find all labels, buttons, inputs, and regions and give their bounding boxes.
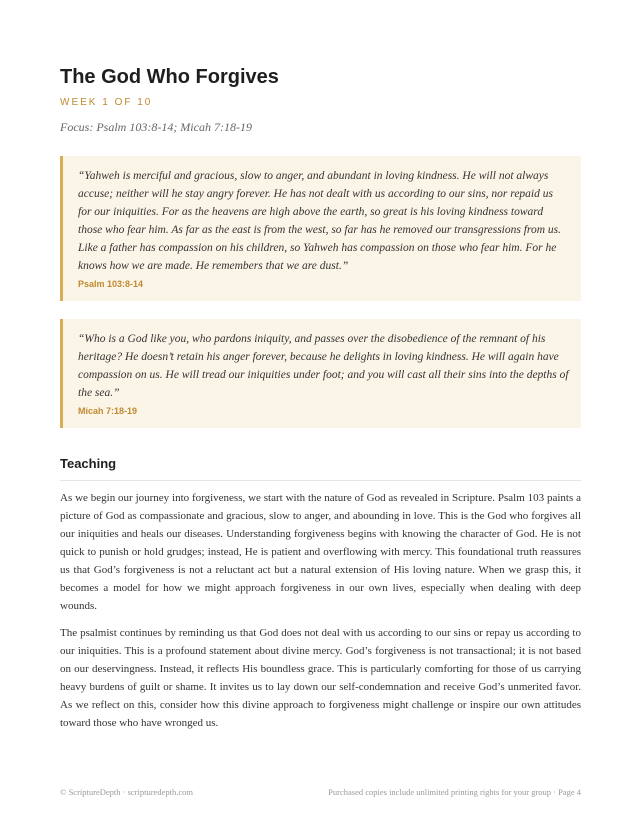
quote-text: “Who is a God like you, who pardons iniquity, and passes over the disobedience of the remnant of his heritage? He doesn’t retain his anger forever, because he delights in loving kindness. He will again have compassion on us. He will tread our iniquities under foot; and you will cast all their sins into the depths of the sea.”: [78, 333, 569, 399]
week-label: WEEK 1 OF 10: [60, 97, 153, 108]
footer-copyright: © ScriptureDepth · scripturedepth.com: [60, 787, 193, 797]
footer-page-info: Purchased copies include unlimited printing rights for your group · Page 4: [328, 787, 581, 797]
quote-reference: Psalm 103:8-14: [78, 279, 144, 289]
scripture-quote-psalm: [60, 156, 581, 301]
quote-reference: Micah 7:18-19: [78, 406, 138, 416]
teaching-paragraph: The psalmist continues by reminding us that God does not deal with us according to our sins or repay us according to our iniquities. This is a profound statement about divine mercy. God’s forgiveness is not transactional; it is not based on our deservingness. Instead, it reflects His boundless grace. This is particularly comforting for those of us carrying heavy burdens of guilt or shame. It invites us to lay down our self-condemnation and receive God’s unmerited favor. As we reflect on this, consider how this divine approach to forgiveness might challenge or inspire our own attitudes toward those who have wronged us.: [60, 627, 581, 729]
page-title: The God Who Forgives: [60, 66, 279, 88]
scripture-quote-micah: [60, 319, 581, 428]
section-divider: [60, 480, 581, 481]
teaching-paragraph: As we begin our journey into forgiveness, we start with the nature of God as revealed in Scripture. Psalm 103 paints a picture of God as compassionate and gracious, slow to anger, and abounding in love. This is the God who forgives all our iniquities and heals our diseases. Understanding forgiveness begins with knowing the character of God. He is not quick to punish or hold grudges; instead, He is patient and overflowing with mercy. This foundational truth reassures us that God’s forgiveness is not a reluctant act but a natural extension of His loving nature. When we grasp this, it becomes a model for how we might approach forgiveness in our own lives, especially when dealing with deep wounds.: [60, 492, 581, 612]
quote-text: “Yahweh is merciful and gracious, slow to anger, and abundant in loving kindness. He will not always accuse; neither will he stay angry forever. He has not dealt with us according to our sins, nor repaid us for our iniquities. For as the heavens are high above the earth, so great is his loving kindness toward those who fear him. As far as the east is from the west, so far has he removed our transgressions from us. Like a father has compassion on his children, so Yahweh has compassion on those who fear him. For he knows how we are made. He remembers that we are dust.”: [78, 170, 562, 272]
teaching-heading: Teaching: [60, 456, 117, 471]
focus-passages: Focus: Psalm 103:8-14; Micah 7:18-19: [60, 120, 252, 134]
